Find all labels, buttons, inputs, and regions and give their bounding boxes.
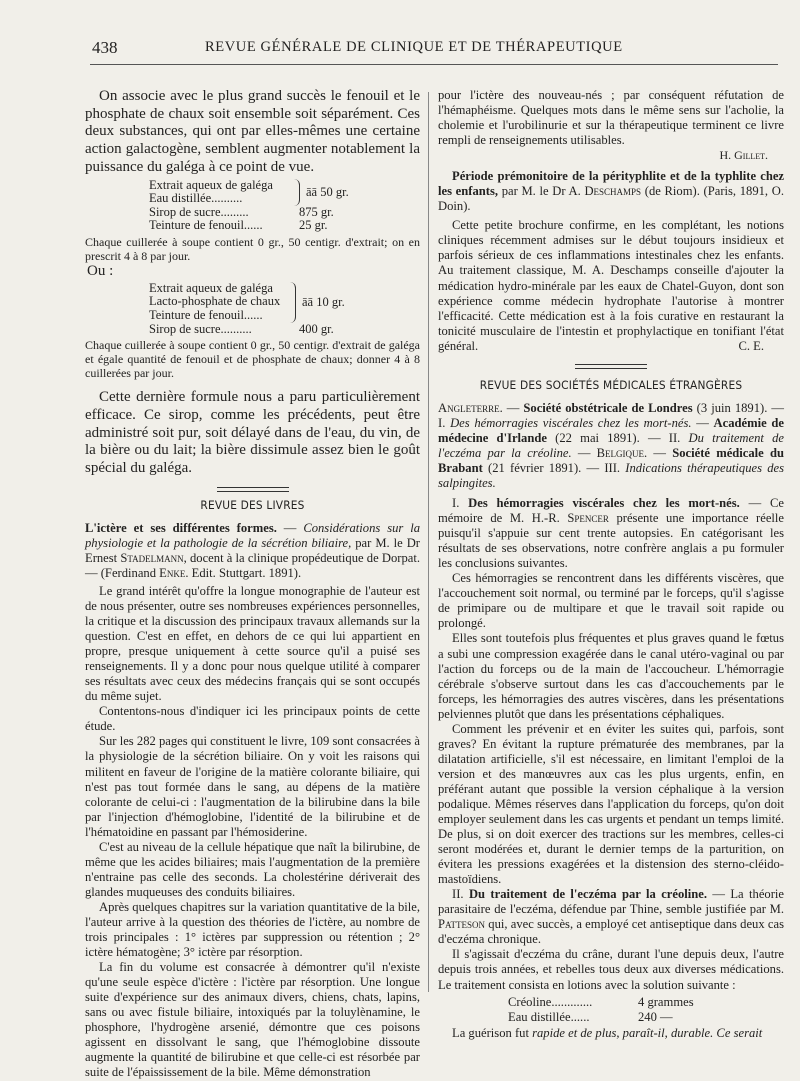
toc-society-3: Société médicale du Brabant (438, 445, 784, 475)
book-author: Stadelmann (120, 550, 184, 565)
recipe-2-abc-qty: āā 10 gr. (302, 294, 345, 309)
review-paragraph-4: C'est au niveau de la cellule hépatique que naît la bilirubine, de même que les acides biliaires; mais l'augmentation de la première n'entraine pas celle des seconds. La cholestérine dériverait des glandes muqueuses des conduits biliaires. (85, 839, 420, 899)
book-title: L'ictère et ses différentes formes. (85, 520, 277, 535)
article-citation (438, 169, 784, 214)
recipe-2 (149, 282, 420, 336)
column-divider (428, 92, 429, 992)
section-heading-books: REVUE DES LIVRES (200, 497, 305, 512)
section-heading-societies: REVUE DES SOCIÉTÉS MÉDICALES ÉTRANGÈRES (479, 377, 743, 392)
societies-toc (438, 401, 784, 491)
header-rule (90, 64, 778, 65)
toc-society-1: Société obstétricale de Londres (523, 400, 693, 415)
recipe-1 (149, 179, 420, 233)
toc-item-2: Du traitement de l'eczéma par la créoline. (438, 430, 784, 460)
review-paragraph-6: La fin du volume est consacrée à démontrer qu'il n'existe qu'une seule espèce d'ictère : l'ictère par résorption. Une longue suite d'expérience sur des animaux divers, chiens, chats, lapins, sans ou avec fistule biliaire, intoxiqués par la toluylènamine, le phosphore, l'hydrogène arsenié, démontre que ces poisons agissent en dissolvant le sang, que l'hémoglobine dissoute augmente la quantité de bilirubine et que celle-ci est résorbée par suite de l'épaississement de la bile. Même démonstration (85, 960, 420, 1080)
section-1-paragraph-3: Elles sont toutefois plus fréquentes et plus graves quand le fœtus a subi une compression exagérée dans le canal utéro-vaginal ou par l'action du forceps ou de la main de l'accoucheur. L'hémorragie cérébrale s'observe surtout dans les cas d'accouchements par le forceps, les hémorragies des autres viscères, dans les présentations pelviennes plutôt que dans les présentations céphaliques. (438, 631, 784, 721)
recipe-2-note: Chaque cuillerée à soupe contient 0 gr., 50 centigr. d'extrait de galéga et égale quantité de fenouil et de phosphate de chaux; donner 4 à 8 cuillerées par jour. (85, 338, 420, 381)
recipe-1-note: Chaque cuillerée à soupe contient 0 gr., 50 centigr. d'extrait; on en prescrit 4 à 8 par jour. (85, 234, 420, 263)
left-column (85, 88, 421, 1080)
recipe-1-line-c (149, 206, 420, 220)
review-paragraph-5: Après quelques chapitres sur la variation quantitative de la bile, l'auteur arrive à la question des théories de l'ictère, au nombre de trois principales : 1° ictères par suppression ou rétention ; 2° ictère hématogène; 3° ictère par résorption. (85, 899, 420, 960)
recipe-2-d-qty: 400 gr. (299, 321, 334, 336)
formula-1-name: Créoline............. (508, 994, 593, 1009)
review-paragraph-2: Contentons-nous d'indiquer ici les principaux points de cette étude. (85, 704, 420, 734)
recipe-1-line-b: Eau distillée.......... (149, 191, 243, 206)
double-rule-separator (217, 487, 289, 492)
section-2-intro (438, 887, 784, 947)
recipe-1-line-a: Extrait aqueux de galéga (149, 177, 273, 192)
toc-item-3: Indications thérapeutiques des salpingites. (438, 460, 784, 490)
section-2-text-a: — La théorie parasitaire de l'eczéma, défendue par Thine, semble justifiée par M. (438, 887, 784, 917)
formula-line-2 (508, 1010, 784, 1025)
formula-1-qty: 4 grammes (638, 994, 694, 1009)
recipe-1-c-name: Sirop de sucre......... (149, 204, 249, 219)
last-line-italic: rapide et de plus, paraît-il, durable. Ce serait (532, 1025, 763, 1040)
running-title: REVUE GÉNÉRALE DE CLINIQUE ET DE THÉRAPEUTIQUE (205, 39, 623, 55)
section-1-paragraph-2: Ces hémorragies se rencontrent dans les différents viscères, que l'accouchement soit normal, ou terminé par le forceps, qu'il s'agisse de primipare ou de multipare et que le travail soit rapide ou prolongé. (438, 571, 784, 631)
section-1-number: I. (452, 496, 469, 511)
toc-sep-4: (22 mai 1891). — II. (546, 430, 689, 445)
intro-paragraph: On associe avec le plus grand succès le fenouil et le phosphate de chaux soit ensemble soit séparément. Ces deux substances, qui ont par elles-mêmes une certaine action galactogène, semblent augmenter notablement la puissance du galéga à ce point de vue. (85, 88, 420, 175)
section-2-number: II. (452, 887, 469, 902)
section-2-last-line (438, 1026, 784, 1041)
recipe-1-ab-qty: āā 50 gr. (306, 184, 349, 199)
section-2-title: Du traitement de l'eczéma par la créoline. (468, 887, 707, 902)
article-title: Période prémonitoire de la pérityphlite et de la typhlite chez les enfants, (438, 169, 784, 199)
section-2-paragraph-2: Il s'agissait d'eczéma du crâne, durant l'une depuis deux, l'autre depuis trois années, et rebelles tous deux aux diverses médications. Le traitement consista en lotions avec la solution suivante : (438, 947, 784, 992)
recipe-1-brace-group (149, 179, 420, 206)
recipe-2-line-a: Extrait aqueux de galéga (149, 280, 273, 295)
page-header (0, 36, 800, 66)
signature-gillet: H. Gillet. (719, 148, 768, 163)
toc-sep-2: (3 juin 1891). — I. (438, 400, 784, 430)
book-subtitle: Considérations sur la physiologie et la pathologie de la sécrétion biliaire, (85, 520, 421, 550)
toc-sep-6: . — (644, 445, 673, 460)
book-by: par M. le Dr Ernest (85, 535, 420, 565)
article-author: Deschamps (584, 184, 642, 199)
toc-item-1: Des hémorragies viscérales chez les mort-nés. (450, 415, 692, 430)
book-rest: , docent à la clinique propédeutique de Dorpat. — (Ferdinand (85, 550, 421, 580)
recipe-1-c-qty: 875 gr. (299, 204, 334, 219)
book-dash: — (276, 520, 304, 535)
section-1-title: Des hémorragies viscérales chez les mort-nés. (468, 496, 740, 511)
double-rule-separator-2 (575, 364, 647, 369)
section-1-author: Spencer (567, 511, 609, 526)
toc-sep-5: — (571, 445, 597, 460)
review-continuation: pour l'ictère des nouveau-nés ; par conséquent réfutation de l'hémaphéisme. Quelques mots dans le même sens sur l'acholie, la cholemie et l'urobilinurie et sur la thérapeutique terminent ce livre rempli de renseignements utilisables. (438, 88, 784, 148)
toc-sep-7: (21 février 1891). — III. (482, 460, 626, 475)
page-number: 438 (92, 38, 118, 57)
book-end: . Edit. Stuttgart. 1891). (185, 565, 302, 580)
review-paragraph-3: Sur les 282 pages qui constituent le livre, 109 sont consacrées à la physiologie de la sécrétion biliaire. On y voit les raisons qui militent en faveur de l'origine de la matière colorante biliaire, qui n'est pas tout formée dans le sang, au dépens de la matière colorante de celui-ci : l'augmentation de la bilirubine dans la bile par l'injection d'hémoglobine, l'identité de la bilirubine et de l'hématoidine en passant par l'hémosiderine. (85, 734, 420, 839)
toc-country-england: Angleterre. (438, 400, 503, 415)
book-citation (85, 521, 420, 581)
recipe-1-d-name: Teinture de fenouil...... (149, 218, 263, 233)
recipe-2-brace-group (149, 282, 420, 323)
section-1-intro (438, 496, 784, 571)
review-paragraph-1: Le grand intérêt qu'offre la longue monographie de l'auteur est de nous présenter, outre ses nombreuses expériences personnelles, la critique et la discussion des principaux travaux allemands sur la question. C'est en effet, en dehors de ce qui lui appartient en propre, presque uniquement à cette source qu'il a puisé ses renseignements. Il y a donc pour nous quelque utilité à comparer ses résultats avec ceux des médecins français qui se sont occupés du même sujet. (85, 583, 420, 704)
formula-2-name: Eau distillée...... (508, 1009, 590, 1024)
formula-2-qty: 240 — (638, 1009, 673, 1024)
section-1-text-b: présente une importance réelle puisqu'il s'appuie sur cent trente autopsies. En catégorisant les résultats de ses observations, notre confrère anglais a pu formuler les conclusions suivantes. (438, 511, 784, 571)
toc-sep-1: — (502, 400, 524, 415)
recipe-1-d-qty: 25 gr. (299, 218, 328, 233)
section-1-text-a: — Ce mémoire de M. H.-R. (438, 496, 784, 526)
section-2-text-b: qui, avec succès, a employé cet antiseptique dans deux cas d'eczéma chronique. (438, 917, 784, 947)
or-label: Ou : (87, 262, 114, 279)
formula-line-1 (508, 995, 784, 1010)
section-2-author: Patteson (438, 917, 486, 932)
right-column (438, 88, 784, 1040)
after-recipes-paragraph: Cette dernière formule nous a paru particulièrement efficace. Ce sirop, comme les précédents, peut être administré soit pur, soit délayé dans de l'eau, du vin, de la bière ou du lait; la bière dissimule assez bien le goût spécial du galéga. (85, 389, 420, 477)
last-line-text: La guérison fut (452, 1025, 533, 1040)
article-paragraph (438, 218, 784, 353)
recipe-2-line-d (149, 323, 420, 337)
book-publisher: Enke (159, 565, 186, 580)
recipe-2-line-b: Lacto-phosphate de chaux (149, 294, 281, 309)
recipe-1-line-d (149, 219, 420, 233)
toc-society-2: Académie de médecine d'Irlande (438, 415, 784, 445)
toc-sep-3: — (691, 415, 714, 430)
recipe-2-line-c: Teinture de fenouil...... (149, 308, 263, 323)
article-by: par M. le Dr A. (498, 184, 585, 199)
article-text: Cette petite brochure confirme, en les complétant, les notions cliniques récemment admises sur le début toujours insidieux et parfois sérieux de ces inflammations intestinales chez les enfants. Au traitement classique, M. A. Deschamps conseille d'ajouter la médication hydro-minérale par les eaux de Chatel-Guyon, dont son expérience comme médecin hydrophate l'autorise à montrer l'efficacité. Cette médication est à la fois curative en restaurant la tonicité musculaire de l'intestin et prophylactique en tonifiant l'état général. (438, 218, 784, 353)
toc-country-belgium: Belgique (596, 445, 645, 460)
section-1-paragraph-4: Comment les prévenir et en éviter les suites qui, parfois, sont graves? En évitant la rupture prématurée des membranes, par la dilatation artificielle, s'il est nécessaire, en limitant l'emploi de la version et des manœuvres aux cas les plus urgents, enfin, en préférant autant que possible la version céphalique à la version podalique. Mêmes réserves dans l'application du forceps, qu'on doit employer seulement dans les cas urgents et pendant un temps limité. De plus, si on doit exercer des tractions sur les membres, celles-ci seront modérées et, durant le dernier temps de la parturition, on évitera les pressions exagérées et la distension des sterno-cléido-mastoïdiens. (438, 721, 784, 887)
creoline-formula (508, 995, 784, 1025)
recipe-2-d-name: Sirop de sucre.......... (149, 321, 252, 336)
article-rest: (de Riom). (Paris, 1891, O. Doin). (438, 184, 784, 214)
signature-ce: C. E. (738, 338, 764, 353)
